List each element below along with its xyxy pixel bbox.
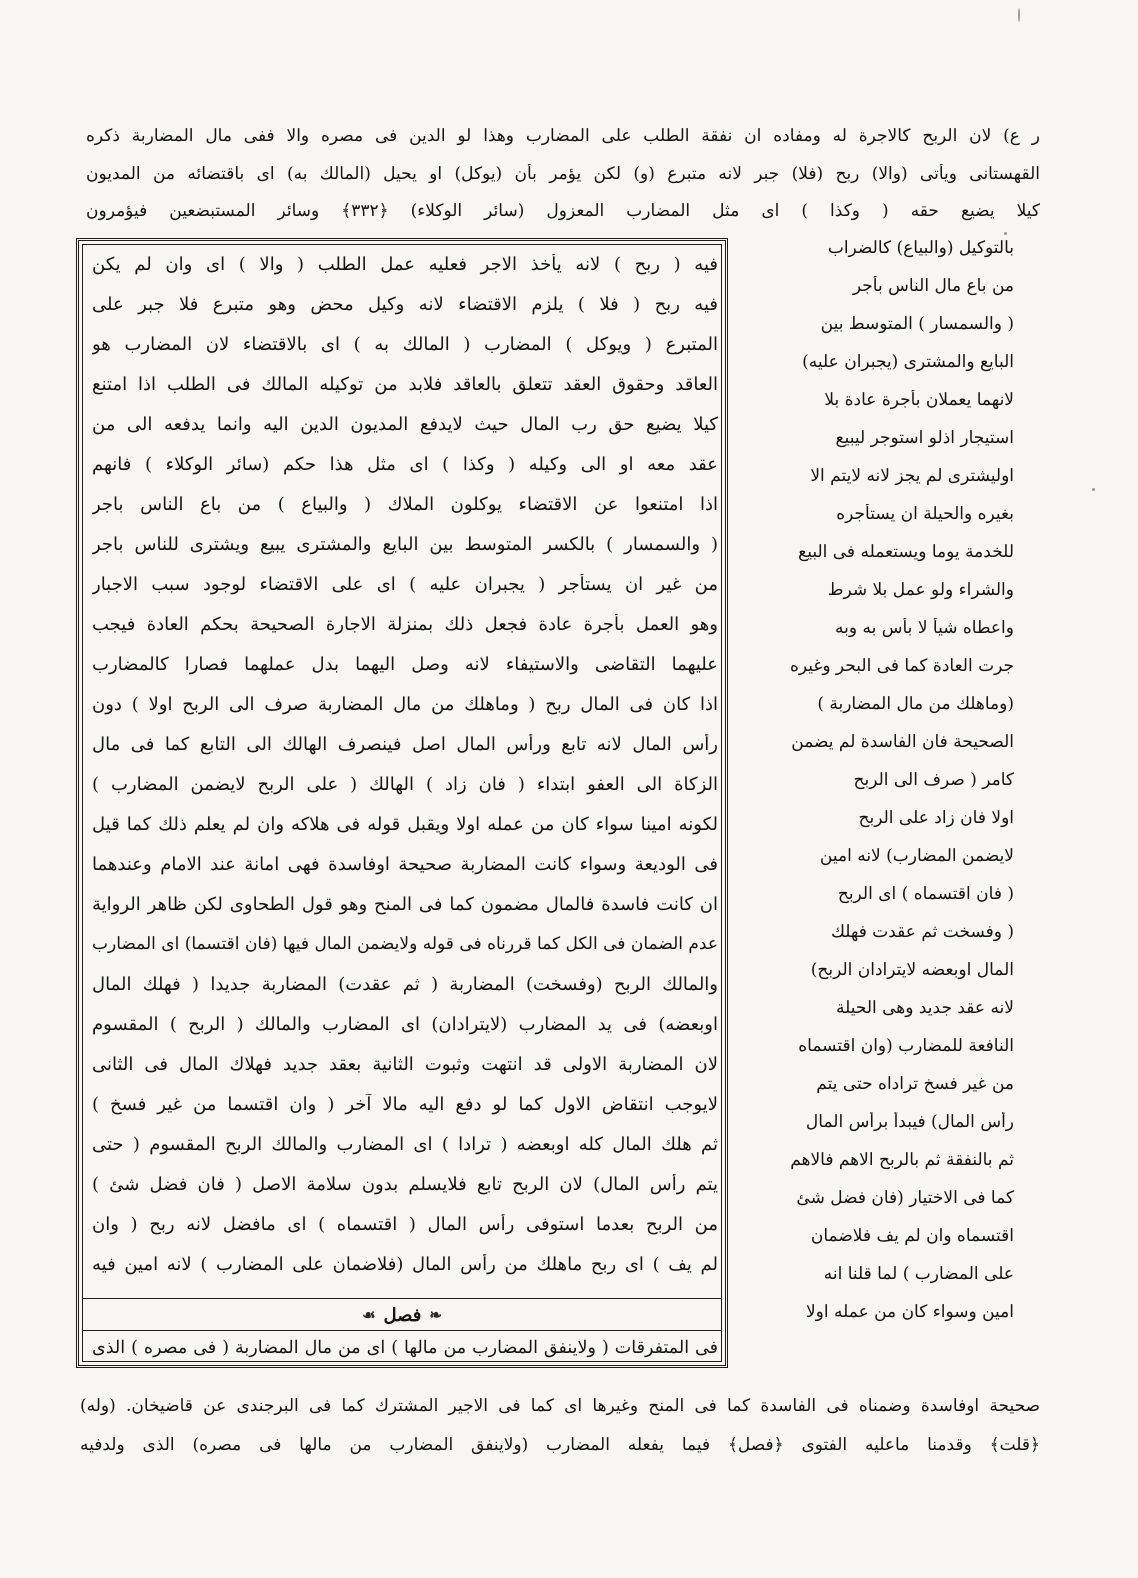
margin-line: المال اوبعضه لايترادان الربح) (810, 960, 1014, 980)
margin-line: لانهما يعملان بأجرة عادة بلا (824, 390, 1014, 410)
main-line: المتبرع ( ويوكل ) المضارب ( المالك به ) اى بالاقتضاء لان المضارب هو (92, 334, 718, 355)
main-line: لان المضاربة الاولى قد انتهت وثبوت الثانية بعقد جديد فهلاك المال فى الثانى (92, 1054, 718, 1075)
main-line: وهو العمل بأجرة عادة فجعل ذلك بمنزلة الاجارة الصحيحة بحكم العادة فيجب (92, 614, 718, 635)
section-divider (82, 1330, 722, 1331)
main-line: العاقد وحقوق العقد تتعلق بالعاقد فلابد من توكيله المالك فى الطلب اذا امتنع (92, 374, 718, 395)
margin-line: رأس المال) فيبدأ برأس المال (805, 1112, 1014, 1132)
main-line: لايوجب انتقاض الاول كما لو دفع اليه مالا آخر ( وان اقتسما من غير فسخ ) (92, 1094, 718, 1115)
main-line: اذا امتنعوا عن الاقتضاء يوكلون الملاك ( والبياع ) من باع الناس باجر (92, 494, 718, 515)
top-line: كيلا يضيع حقه ( وكذا ) اى مثل المضارب المعزول (سائر الوكلاء) ﴿٣٣٢﴾ وسائر المستبضعين فيؤمرون (86, 201, 1040, 221)
main-line: اوبعضه) فى يد المضارب (لايترادان) اى المضارب والمالك ( الربح ) المقسوم (92, 1014, 718, 1035)
margin-line: (وماهلك من مال المضاربة ) (817, 694, 1014, 714)
margin-line: جرت العادة كما فى البحر وغيره (790, 656, 1014, 676)
margin-line: استيجار اذلو استوجر ليبيع (835, 428, 1014, 448)
main-line: والمالك الربح (وفسخت) المضاربة ( ثم عقدت) المضاربة جديدا ( فهلك المال (92, 974, 718, 995)
margin-line: على المضارب ) لما قلنا انه (823, 1264, 1014, 1284)
section-heading-text: فصل (383, 1304, 422, 1326)
main-line: يتم رأس المال) لان الربح تابع فلايسلم بدون سلامة الاصل ( فان فضل شئ ) (92, 1174, 718, 1195)
margin-line: كامر ( صرف الى الربح (853, 770, 1014, 790)
margin-line: من غير فسخ تراداه حتى يتم (816, 1074, 1014, 1094)
main-line: لم يف ) اى ربح ماهلك من رأس المال (فلاضمان على المضارب ) لانه امين فيه (92, 1254, 718, 1275)
main-line: ثم هلك المال كله اوبعضه ( ترادا ) اى المضارب والمالك الربح المقسوم ( حتى (92, 1134, 718, 1155)
margin-line: اولا فان زاد على الربح (858, 808, 1014, 828)
margin-line: ( والسمسار ) المتوسط بين (820, 314, 1014, 334)
top-line: ر ع) لان الربح كالاجرة له ومفاده ان نفقة الطلب على المضارب وهذا لو الدين فى مصره والا ففى مال المضاربة ذكره (86, 126, 1040, 146)
margin-line: لانه عقد جديد وهى الحيلة (835, 998, 1014, 1018)
margin-line: ( فان اقتسماه ) اى الربح (837, 884, 1014, 904)
main-line: فى الوديعة وسواء كانت المضاربة صحيحة اوفاسدة فهى امانة عند الامام وعندهما (92, 854, 718, 875)
main-line: عدم الضمان فى الكل كما قررناه فى قوله ولايضمن المال فيها (فان اقتسما) اى المضارب (92, 934, 718, 954)
margin-line: اوليشترى لم يجز لانه لايتم الا (810, 466, 1014, 486)
bottom-line: صحيحة اوفاسدة وضمناه فى الفاسدة كما فى المنح وغيرها اى كما فى الاجير المشترك كما فى البرجندى عن قاضيخان. (وله) (80, 1396, 1040, 1416)
main-line: من الربح بعدما استوفى رأس المال ( اقتسماه ) اى مافضل لانه ربح ( وان (92, 1214, 718, 1235)
main-line: فيه ( ربح ) لانه يأخذ الاجر فعليه عمل الطلب ( والا ) اى وان لم يكن (92, 254, 718, 275)
margin-line: اقتسماه وان لم يف فلاضمان (810, 1226, 1014, 1246)
margin-line: من باع مال الناس بأجر (852, 276, 1014, 296)
main-line: رأس المال لانه تابع ورأس المال اصل فينصرف الهالك الى التابع كما فى مال (92, 734, 718, 755)
margin-line: بالتوكيل (والبياع) كالضراب (827, 238, 1014, 258)
main-line: ان كانت فاسدة فالمال مضمون كما فى المنح وهو قول الطحاوى لكن ظاهر الرواية (92, 894, 718, 915)
ornament-icon: ☙ (362, 1306, 376, 1324)
bottom-line: ﴿قلت﴾ وقدمنا ماعليه الفتوى ﴿فصل﴾ فيما يفعله المضارب (ولاينفق المضارب من مالها فى مصره) الذى ولدفيه (80, 1435, 1040, 1455)
margin-line: امين وسواء كان من عمله اولا (805, 1302, 1014, 1322)
margin-line: ثم بالنفقة ثم بالربح الاهم فالاهم (790, 1150, 1014, 1170)
scan-mark (1018, 8, 1020, 22)
main-line: عقد معه او الى وكيله ( وكذا ) اى مثل هذا حكم (سائر الوكلاء ) فانهم (92, 454, 718, 475)
main-line: فى المتفرقات ( ولاينفق المضارب من مالها ) اى من مال المضاربة ( فى مصره ) الذى (92, 1338, 718, 1358)
section-divider (82, 1298, 722, 1299)
main-line: عليهما التقاضى والاستيفاء لانه وصل اليهما بدل عملهما فصارا كالمضارب (92, 654, 718, 675)
main-line: كيلا يضيع حق رب المال حيث لايدفع المديون الدين اليه وانما يدفعه الى من (92, 414, 718, 435)
ornament-icon: ❧ (429, 1306, 442, 1324)
margin-line: كما فى الاختيار (فان فضل شئ (796, 1188, 1014, 1208)
scan-mark (1004, 232, 1007, 235)
section-heading (82, 1301, 722, 1329)
main-line: من غير ان يستأجر ( يجبران عليه ) اى على الاقتضاء لوجود سبب الاجبار (92, 574, 718, 595)
margin-line: البايع والمشترى (يجبران عليه) (802, 352, 1014, 372)
main-line: الزكاة الى العفو ابتداء ( فان زاد ) الهالك ( على الربح لايضمن المضارب ) (92, 774, 718, 795)
margin-line: والشراء ولو عمل بلا شرط (827, 580, 1014, 600)
main-line: اذا كان فى المال ربح ( وماهلك من مال المضاربة صرف الى الربح اولا ) دون (92, 694, 718, 715)
main-line: فيه ربح ( فلا ) يلزم الاقتضاء لانه وكيل محض وهو متبرع فلا جبر على (92, 294, 718, 315)
margin-line: ( وفسخت ثم عقدت فهلك (830, 922, 1014, 942)
top-line: القهستانى ويأتى (والا) ربح (فلا) جبر لانه متبرع (و) لكن يؤمر بأن (يوكل) او يحيل (المالك به) اى باقتضائه من المديون (86, 164, 1040, 184)
main-line: لكونه امينا سواء كان من عمله اولا ويقبل قوله فى هلاكه وان لم يعلم ذلك كما قيل (92, 814, 718, 835)
margin-line: النافعة للمضارب (وان اقتسماه (798, 1036, 1014, 1056)
margin-line: بغيره والحيلة ان يستأجره (836, 504, 1014, 524)
margin-line: الصحيحة فان الفاسدة لم يضمن (791, 732, 1014, 752)
margin-line: للخدمة يوما ويستعمله فى البيع (798, 542, 1014, 562)
main-line: ( والسمسار ) بالكسر المتوسط بين البايع والمشترى يبيع ويشترى للناس باجر (92, 534, 718, 555)
scan-mark (1092, 488, 1095, 491)
margin-line: واعطاه شيأ لا بأس به وبه (835, 618, 1014, 638)
margin-line: لايضمن المضارب) لانه امين (819, 846, 1014, 866)
